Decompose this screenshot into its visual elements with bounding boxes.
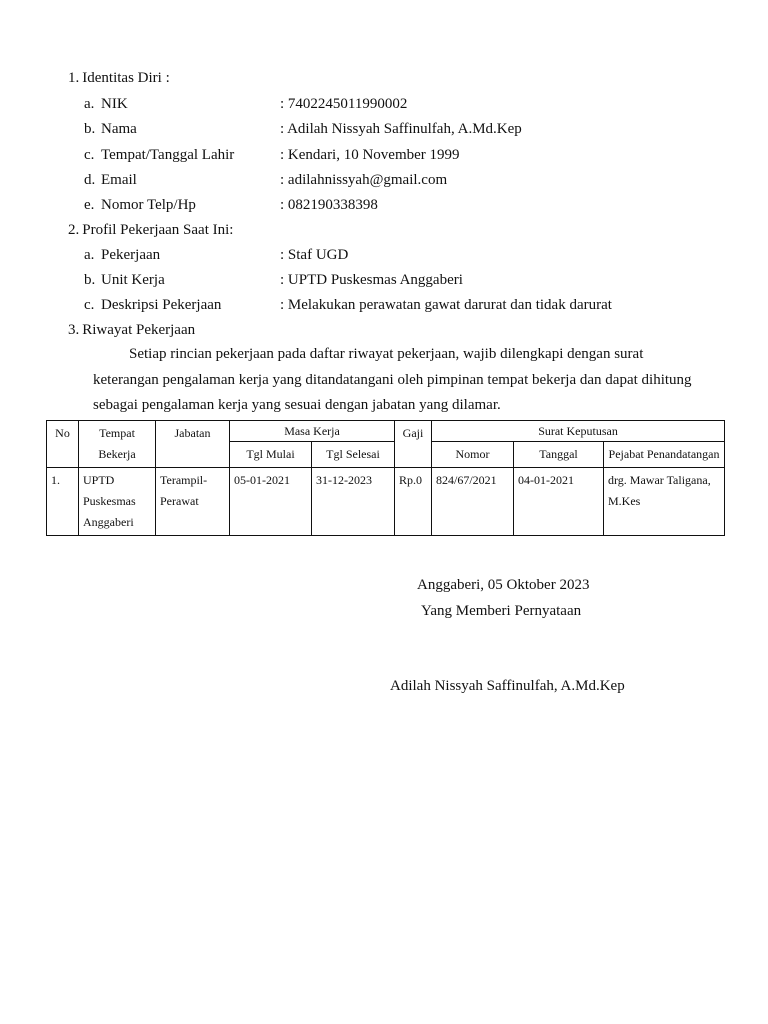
cell-tgl-mulai: 05-01-2021 [230, 468, 312, 536]
header-tgl-mulai: Tgl Mulai [230, 442, 312, 468]
item-label: Tempat/Tanggal Lahir [101, 147, 235, 163]
item-marker: e. [84, 197, 95, 213]
cell-tempat: UPTD Puskesmas Anggaberi [79, 468, 156, 536]
header-pejabat: Pejabat Penandatangan [604, 442, 725, 468]
header-gaji: Gaji [395, 421, 432, 468]
item-value: : Melakukan perawatan gawat darurat dan tidak darurat [280, 297, 612, 313]
item-marker: c. [84, 297, 95, 313]
item-label: Pekerjaan [101, 247, 161, 263]
section-title: Riwayat Pekerjaan [82, 322, 196, 338]
cell-jabatan: Terampil-Perawat [156, 468, 230, 536]
cell-nomor: 824/67/2021 [432, 468, 514, 536]
item-value: : 082190338398 [280, 197, 378, 213]
item-label: NIK [101, 96, 128, 112]
cell-tgl-selesai: 31-12-2023 [312, 468, 395, 536]
item-marker: a. [84, 247, 95, 263]
header-nomor: Nomor [432, 442, 514, 468]
section-3-heading [68, 321, 195, 339]
item-value: : Kendari, 10 November 1999 [280, 147, 460, 163]
item-marker: b. [84, 272, 96, 288]
header-tgl-selesai: Tgl Selesai [312, 442, 395, 468]
signature-statement: Yang Memberi Pernyataan [421, 603, 582, 619]
header-masa-kerja: Masa Kerja [230, 421, 395, 442]
item-label: Unit Kerja [101, 272, 165, 288]
item-marker: d. [84, 172, 96, 188]
item-marker: a. [84, 96, 95, 112]
item-label: Deskripsi Pekerjaan [101, 297, 222, 313]
paragraph-line-1: Setiap rincian pekerjaan pada daftar riwayat pekerjaan, wajib dilengkapi dengan surat [129, 346, 644, 362]
item-value: : UPTD Puskesmas Anggaberi [280, 272, 463, 288]
item-value: : 7402245011990002 [280, 96, 408, 112]
item-value: : Adilah Nissyah Saffinulfah, A.Md.Kep [280, 121, 522, 137]
item-marker: b. [84, 121, 96, 137]
paragraph-line-2: keterangan pengalaman kerja yang ditandatangani oleh pimpinan tempat bekerja dan dapat dihitung [93, 372, 692, 388]
section-2-heading [68, 221, 233, 239]
header-jabatan: Jabatan [156, 421, 230, 468]
cell-gaji: Rp.0 [395, 468, 432, 536]
cell-tanggal: 04-01-2021 [514, 468, 604, 536]
header-tanggal: Tanggal [514, 442, 604, 468]
section-title: Profil Pekerjaan Saat Ini: [82, 222, 234, 238]
section-title: Identitas Diri : [82, 70, 170, 86]
section-1-heading [68, 69, 170, 87]
table-row [47, 468, 725, 536]
item-value: : adilahnissyah@gmail.com [280, 172, 448, 188]
table-header-row-1 [47, 421, 725, 442]
cell-no: 1. [47, 468, 79, 536]
section-number: 2. [68, 222, 80, 238]
item-label: Nama [101, 121, 137, 137]
section-number: 3. [68, 322, 80, 338]
section-number: 1. [68, 70, 80, 86]
header-tempat: Tempat Bekerja [79, 421, 156, 468]
item-label: Nomor Telp/Hp [101, 197, 196, 213]
signature-name: Adilah Nissyah Saffinulfah, A.Md.Kep [390, 678, 625, 694]
header-surat-keputusan: Surat Keputusan [432, 421, 725, 442]
item-marker: c. [84, 147, 95, 163]
paragraph-line-3: sebagai pengalaman kerja yang sesuai dengan jabatan yang dilamar. [93, 397, 501, 413]
work-history-table [46, 420, 725, 536]
signature-place-date: Anggaberi, 05 Oktober 2023 [417, 577, 590, 593]
item-value: : Staf UGD [280, 247, 349, 263]
header-no: No [47, 421, 79, 468]
item-label: Email [101, 172, 137, 188]
cell-pejabat: drg. Mawar Taligana, M.Kes [604, 468, 725, 536]
